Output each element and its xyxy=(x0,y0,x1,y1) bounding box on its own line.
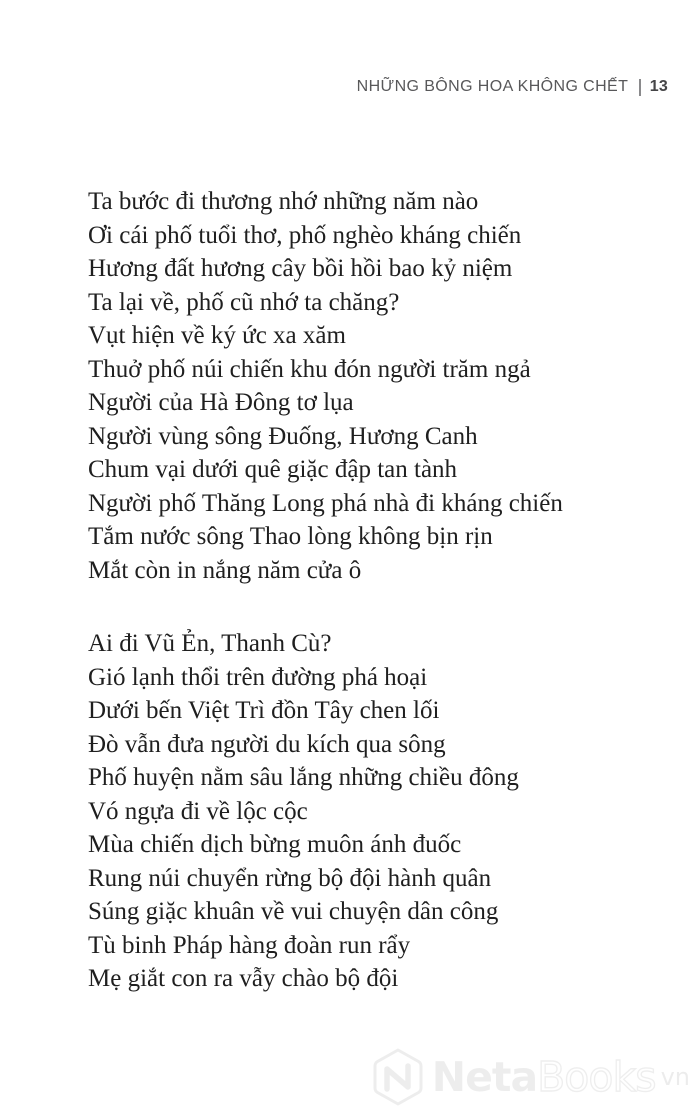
watermark-brand-bold: Neta xyxy=(431,1052,538,1101)
header-separator xyxy=(639,79,641,96)
poem-body xyxy=(88,185,563,1036)
poem-line: Người vùng sông Đuống, Hương Canh xyxy=(88,422,478,450)
poem-line: Dưới bến Việt Trì đồn Tây chen lối xyxy=(88,697,440,724)
poem-line: Vó ngựa đi về lộc cộc xyxy=(88,797,308,825)
watermark-domain: vn xyxy=(660,1063,690,1091)
poem-line: Tù binh Pháp hàng đoàn run rẩy xyxy=(88,931,411,959)
poem-line: Ta lại về, phố cũ nhớ ta chăng? xyxy=(88,288,400,316)
poem-line: Mẹ giắt con ra vẫy chào bộ đội xyxy=(88,965,399,992)
watermark-brand-light: Books xyxy=(537,1052,656,1101)
poem-stanza-2 xyxy=(88,627,563,996)
poem-line: Người của Hà Đông tơ lụa xyxy=(88,389,354,416)
running-title: NHỮNG BÔNG HOA KHÔNG CHẾT xyxy=(356,78,629,95)
poem-line: Mùa chiến dịch bừng muôn ánh đuốc xyxy=(88,831,462,858)
poem-line: Hương đất hương cây bồi hồi bao kỷ niệm xyxy=(88,255,513,282)
netabooks-watermark xyxy=(372,1047,690,1107)
poem-line: Thuở phố núi chiến khu đón người trăm ngả xyxy=(88,355,531,383)
page-number: 13 xyxy=(649,78,668,95)
poem-line: Ta bước đi thương nhớ những năm nào xyxy=(88,188,479,215)
poem-line: Ai đi Vũ Ẻn, Thanh Cù? xyxy=(88,630,332,657)
poem-line: Ơi cái phố tuổi thơ, phố nghèo kháng chiến xyxy=(88,221,522,249)
poem-line: Đò vẫn đưa người du kích qua sông xyxy=(88,730,446,758)
poem-line: Vụt hiện về ký ức xa xăm xyxy=(88,322,346,349)
poem-line: Rung núi chuyển rừng bộ đội hành quân xyxy=(88,864,492,892)
poem-line: Người phố Thăng Long phá nhà đi kháng chiến xyxy=(88,489,563,517)
poem-line: Súng giặc khuân về vui chuyện dân công xyxy=(88,898,499,925)
poem-stanza-1 xyxy=(88,185,563,587)
poem-line: Phố huyện nằm sâu lắng những chiều đông xyxy=(88,764,519,791)
poem-line: Chum vại dưới quê giặc đập tan tành xyxy=(88,456,458,483)
poem-line: Tắm nước sông Thao lòng không bịn rịn xyxy=(88,523,493,550)
poem-line: Gió lạnh thổi trên đường phá hoại xyxy=(88,663,428,691)
poem-line: Mắt còn in nắng năm cửa ô xyxy=(88,556,362,584)
netabooks-hexagon-n-icon xyxy=(372,1047,424,1107)
page-header xyxy=(357,78,668,96)
